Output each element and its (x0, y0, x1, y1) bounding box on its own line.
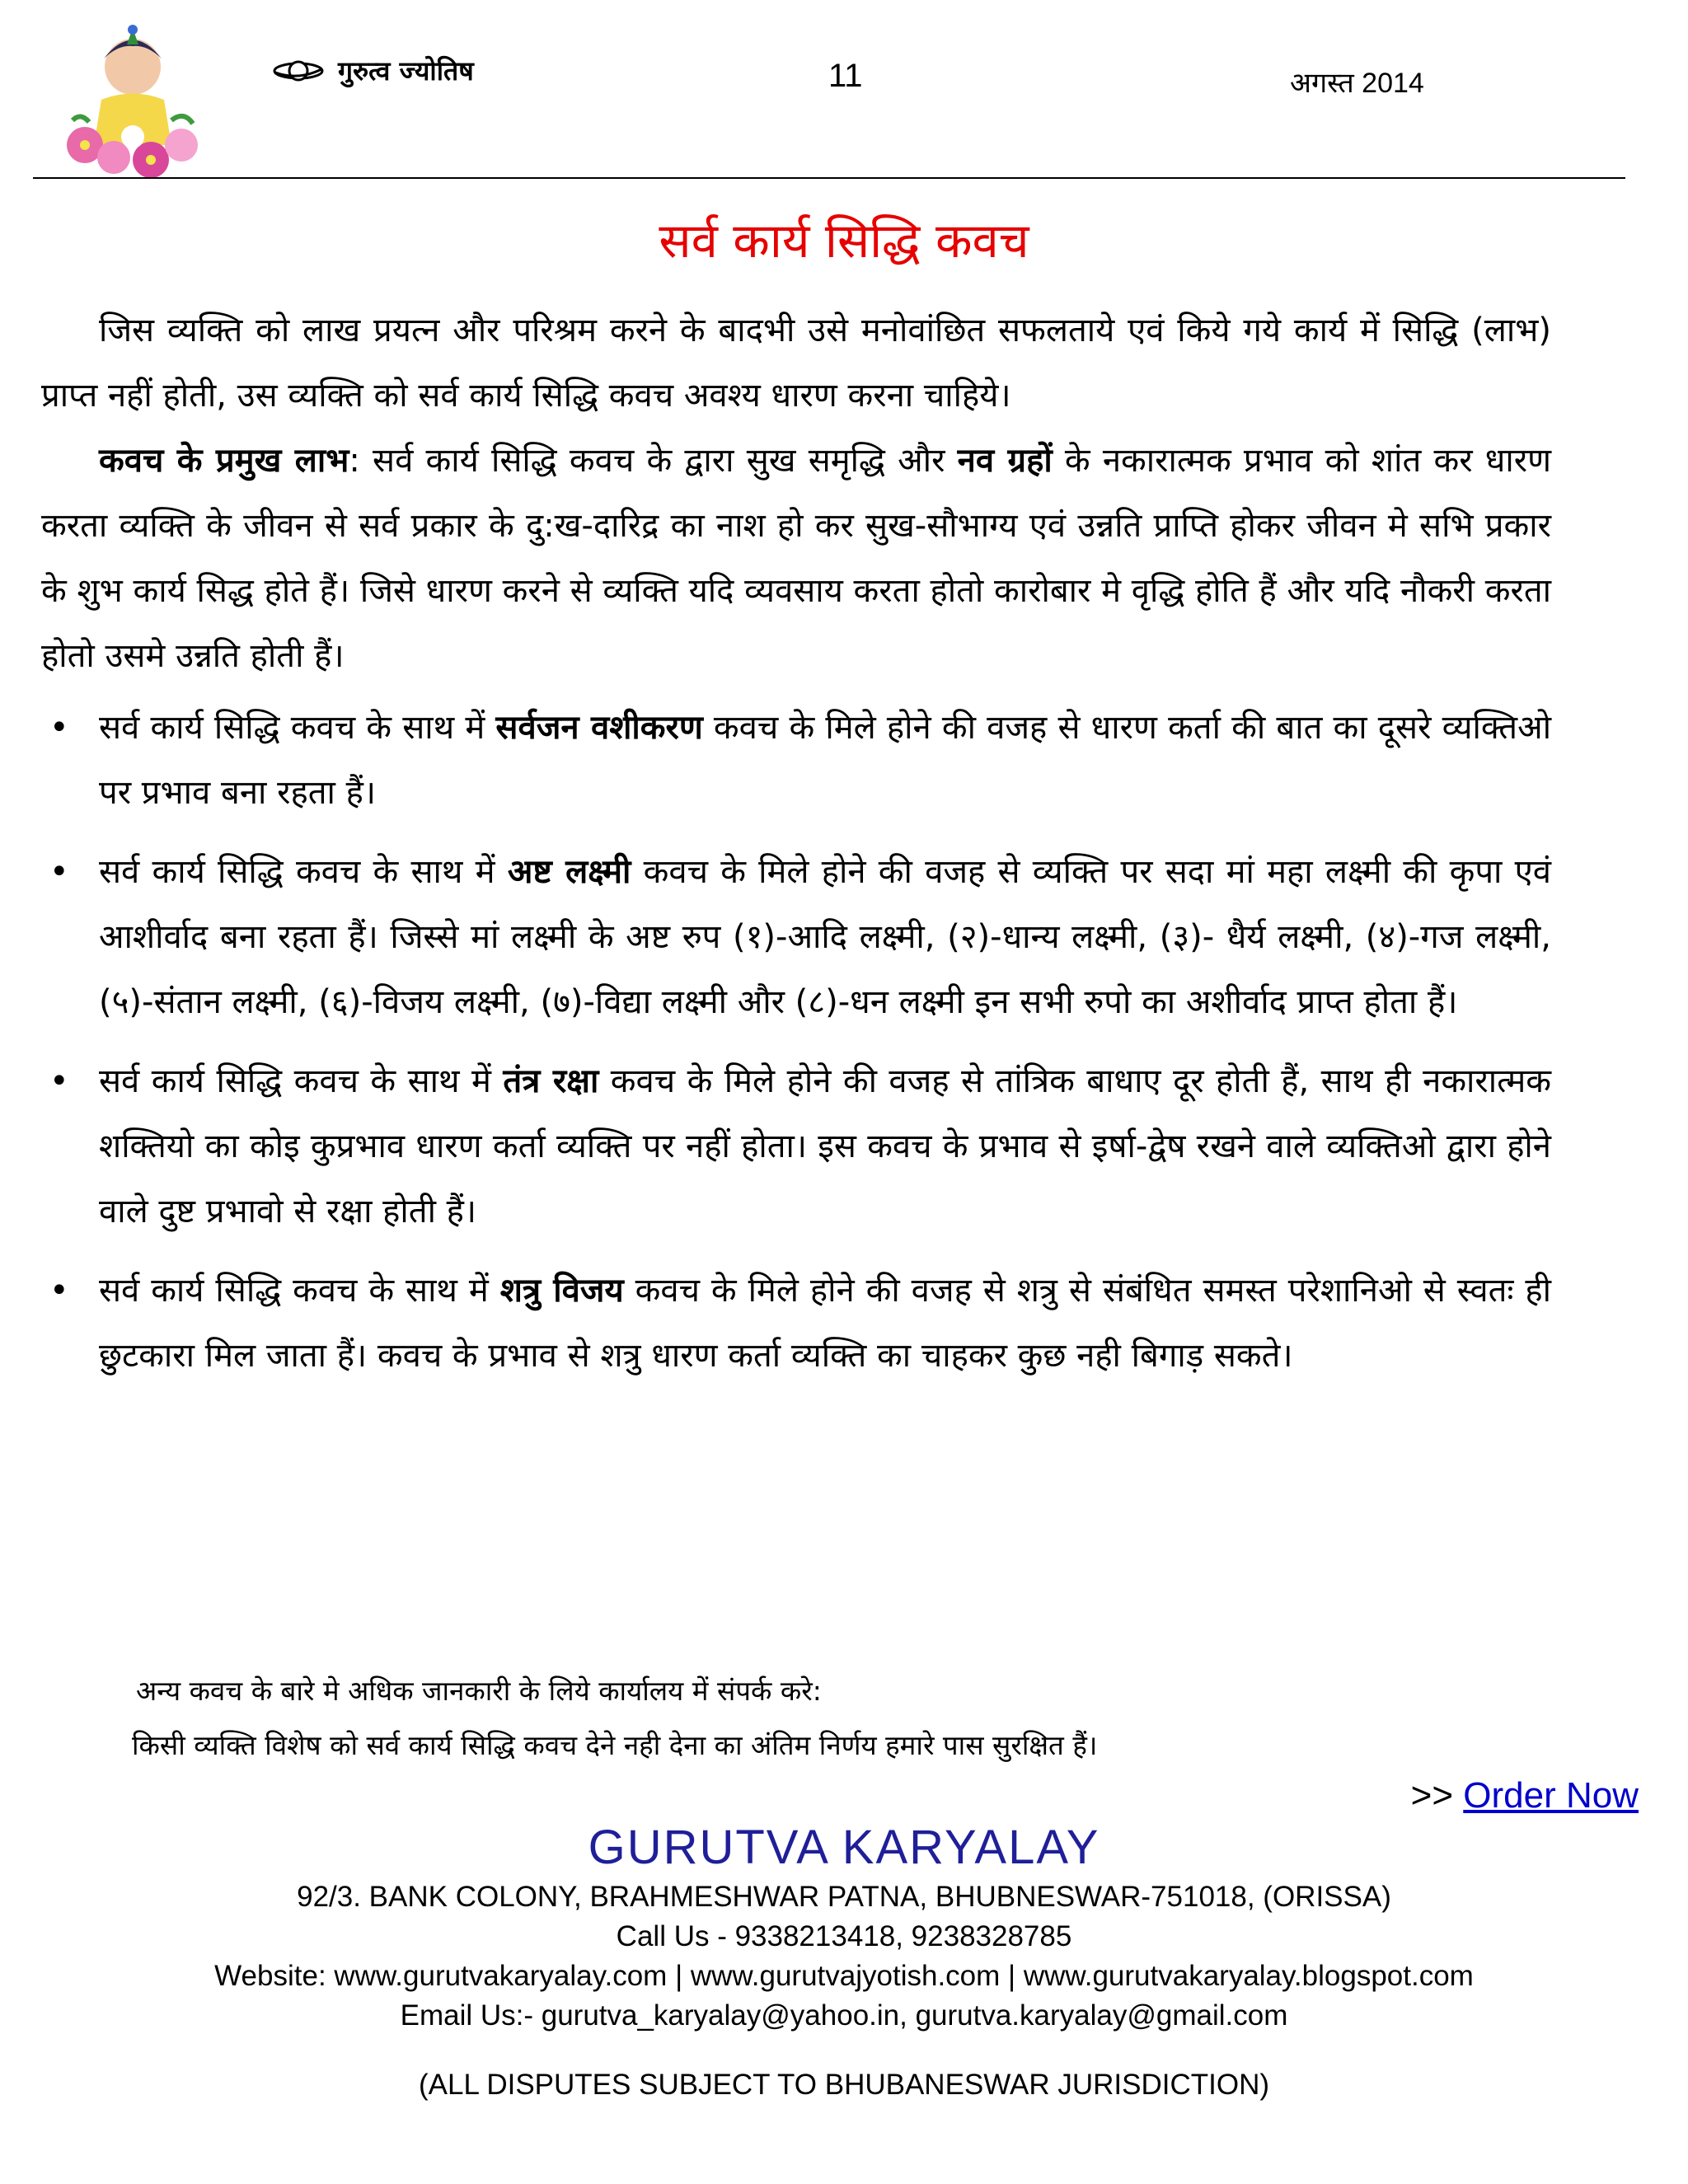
company-website[interactable]: Website: www.gurutvakaryalay.com | www.gurutvajyotish.com | www.gurutvakaryalay.blogspot.com (214, 1960, 1474, 1992)
header-brand (272, 53, 474, 88)
bullet-text-after: कवच के मिले होने की वजह से शत्रु से संबंधित समस्त परेशानिओ से स्वतः ही छुटकारा मिल जाता हैं। कवच के प्रभाव से शत्रु धारण कर्ता व्यक्ति का चाहकर कुछ नही बिगाड़ सकते। (99, 1272, 1551, 1375)
page-title: सर्व कार्य सिद्धि कवच (659, 213, 1029, 269)
list-item (41, 696, 1551, 826)
article-body (41, 298, 1551, 1403)
header-divider (33, 177, 1625, 179)
benefits-text-a: : सर्व कार्य सिद्धि कवच के द्वारा सुख समृद्धि और (349, 442, 958, 480)
jurisdiction-disclaimer: (ALL DISPUTES SUBJECT TO BHUBANESWAR JURISDICTION) (418, 2069, 1270, 2101)
decision-note: किसी व्यक्ति विशेष को सर्व कार्य सिद्धि कवच देने नही देना का अंतिम निर्णय हमारे पास सुरक्षित हैं। (132, 1729, 1098, 1761)
krishna-logo-image (64, 21, 201, 178)
bullet-text-before: सर्व कार्य सिद्धि कवच के साथ में (99, 853, 508, 891)
list-item (41, 1049, 1551, 1244)
bullet-text-before: सर्व कार्य सिद्धि कवच के साथ में (99, 709, 496, 747)
company-phone: Call Us - 9338213418, 9238328785 (616, 1920, 1072, 1952)
planet-icon (272, 56, 325, 86)
contact-note: अन्य कवच के बारे मे अधिक जानकारी के लिये कार्यालय में संपर्क करे: (136, 1675, 822, 1707)
bullet-bold: सर्वजन वशीकरण (495, 709, 703, 747)
benefits-text-c: के नकारात्मक प्रभाव को शांत कर धारण करता व्यक्ति के जीवन से सर्व प्रकार के दु:ख-दारिद्र का नाश हो कर सुख-सौभाग्य एवं उन्नति प्राप्ति होकर जीवन मे सभि प्रकार के शुभ कार्य सिद्ध होते हैं। जिसे धारण करने से व्यक्ति यदि व्यवसाय करता होतो कारोबार मे वृद्धि होति हैं और यदि नौकरी करता होतो उसमे उन्नति होती हैं। (41, 442, 1552, 675)
bullet-icon: • (49, 1272, 69, 1310)
benefit-list (41, 696, 1551, 1389)
order-prefix: >> (1410, 1775, 1464, 1816)
order-now-link[interactable]: Order Now (1463, 1775, 1639, 1816)
list-item (41, 840, 1551, 1035)
bullet-icon: • (49, 709, 69, 747)
issue-date: अगस्त 2014 (1290, 68, 1424, 99)
bullet-icon: • (49, 1062, 69, 1100)
order-now (1411, 1775, 1639, 1816)
benefits-heading: कवच के प्रमुख लाभ (99, 442, 349, 480)
bullet-text-after: कवच के मिले होने की वजह से तांत्रिक बाधाए दूर होती हैं, साथ ही नकारात्मक शक्तियो का कोइ कुप्रभाव धारण कर्ता व्यक्ति पर नहीं होता। इस कवच के प्रभाव से इर्षा-द्वेष रखने वाले व्यक्तिओ द्वारा होने वाले दुष्ट प्रभावो से रक्षा होती हैं। (99, 1062, 1551, 1230)
bullet-text-before: सर्व कार्य सिद्धि कवच के साथ में (99, 1062, 504, 1100)
benefits-paragraph (41, 429, 1551, 689)
header-brand-label: गुरुत्व ज्योतिष (338, 55, 474, 87)
company-name: GURUTVA KARYALAY (588, 1821, 1100, 1874)
list-item (41, 1258, 1551, 1389)
intro-paragraph: जिस व्यक्ति को लाख प्रयत्न और परिश्रम करने के बादभी उसे मनोवांछित सफलताये एवं किये गये कार्य में सिद्धि (लाभ) प्राप्त नहीं होती, उस व्यक्ति को सर्व कार्य सिद्धि कवच अवश्य धारण करना चाहिये। (41, 312, 1551, 415)
bullet-icon: • (49, 853, 69, 891)
bullet-text-after: कवच के मिले होने की वजह से धारण कर्ता की बात का दूसरे व्यक्तिओ पर प्रभाव बना रहता हैं। (99, 709, 1551, 812)
company-email[interactable]: Email Us:- gurutva_karyalay@yahoo.in, gurutva.karyalay@gmail.com (400, 1999, 1288, 2032)
company-address: 92/3. BANK COLONY, BRAHMESHWAR PATNA, BHUBNESWAR-751018, (ORISSA) (297, 1881, 1391, 1913)
bullet-bold: अष्ट लक्ष्मी (507, 853, 631, 891)
bullet-bold: शत्रु विजय (499, 1272, 624, 1310)
bullet-text-after: कवच के मिले होने की वजह से व्यक्ति पर सदा मां महा लक्ष्मी की कृपा एवं आशीर्वाद बना रहता हैं। जिस्से मां लक्ष्मी के अष्ट रुप (१)-आदि लक्ष्मी, (२)-धान्य लक्ष्मी, (३)- धैर्य लक्ष्मी, (४)-गज लक्ष्मी, (५)-संतान लक्ष्मी, (६)-विजय लक्ष्मी, (७)-विद्या लक्ष्मी और (८)-धन लक्ष्मी इन सभी रुपो का अशीर्वाद प्राप्त होता हैं। (99, 853, 1552, 1021)
bullet-text-before: सर्व कार्य सिद्धि कवच के साथ में (99, 1272, 500, 1310)
benefits-bold-graha: नव ग्रहों (957, 442, 1053, 480)
bullet-bold: तंत्र रक्षा (503, 1062, 599, 1100)
page-number: 11 (828, 58, 863, 94)
